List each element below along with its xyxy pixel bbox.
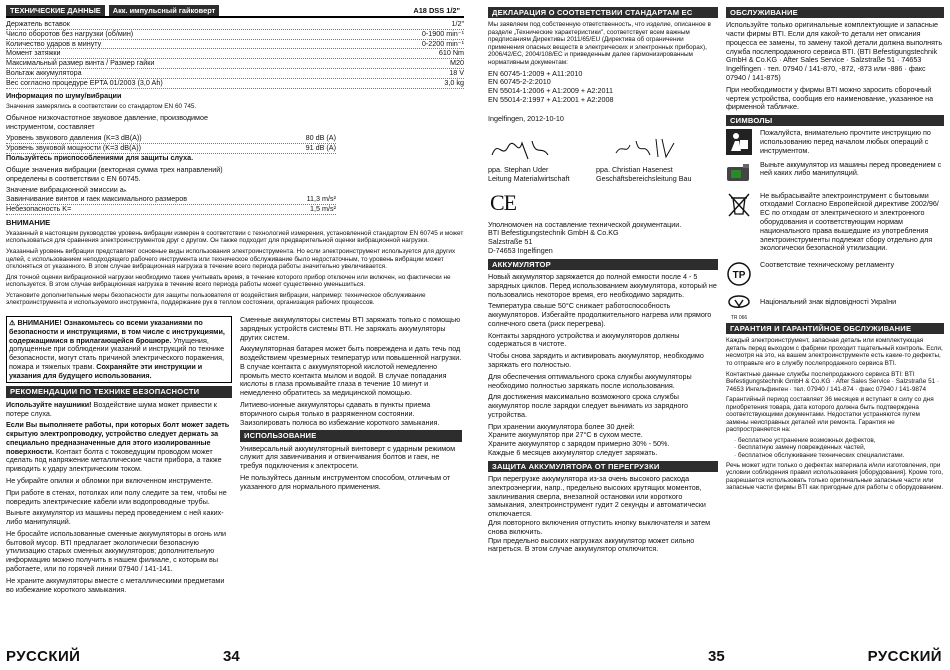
battery-note: Литиево-ионные аккумуляторы сдавать в пункты приема вторичного сырья только в разряженном состоянии. Заизолировать полюса во избежание короткого замыкания.	[240, 400, 440, 427]
spec-value: 18 V	[449, 67, 464, 77]
left-page-col2	[240, 316, 462, 495]
warning-bold: ВНИМАНИЕ! Ознакомьтесь со всеми указаниями по безопасности и инструкциями, в том числе с инструкциями, содержащимися в прилагающейся брошюре.	[9, 318, 225, 345]
vibration-row	[6, 205, 336, 215]
warranty-list-item: · бесплатную замену поврежденных частей,	[734, 444, 944, 452]
spec-value: 11,3 m/s²	[306, 194, 336, 204]
noise-title: Информация по шуму/вибрации	[6, 90, 122, 100]
attention-para: Указанный в настоящем руководстве уровень вибрации измерен в соответствии с технологией измерения, установленной стандартом EN 60745 и может использоваться для сравнения электроинструментов друг с другом. Он также подходит для предварительной оценки вибрационной нагрузки.	[6, 229, 464, 245]
ce-mark: CE	[490, 189, 517, 215]
page-number-left: 34	[223, 647, 240, 665]
warning-icon: ⚠	[9, 318, 18, 327]
warranty-list	[726, 437, 944, 460]
declaration-norms	[488, 70, 718, 105]
right-page-col2	[726, 5, 944, 495]
tr-label: TR 066	[730, 314, 748, 321]
right-page-col1	[488, 5, 718, 557]
safety-p1-rest: Воздействие шума может привести к потере слуха.	[6, 399, 217, 418]
battery-para: Температура свыше 50°C снижает работоспособность аккумуляторов. Избегайте продолжительного нагрева или прямого солнечного света (риск перегрева).	[488, 301, 712, 328]
warranty-list-item: · бесплатное обслуживание технических специалистами.	[734, 452, 944, 460]
usage-title: ИСПОЛЬЗОВАНИЕ	[240, 430, 462, 441]
spec-label: Количество ударов в минуту	[6, 38, 102, 48]
spec-label: Число оборотов без нагрузки (об/мин)	[6, 28, 134, 38]
symbol-text-conformity: Соответствие техническому регламенту	[760, 260, 895, 270]
safety-p2-bold: Если Вы выполняете работы, при которых болт может задеть скрытую электропроводку, устройство следует держать за специально предназначенные для этого изолированные поверхности.	[6, 420, 230, 456]
attention-para: Указанный уровень вибрации представляет основные виды использования электроинструмента. Но если электроинструмент используется для других целей, с использованием неподходящего рабочего инструмента или техническое обслуживание было недостаточным, то уровень вибрации может отклоняться от указанного. В этом случае вибрационная нагрузка в течение всего периода работы значительно увеличивается.	[6, 247, 456, 271]
sig2-name: ppa. Christian Hasenest	[596, 165, 673, 175]
norm-item: EN 60745-1:2009 + A11:2010	[488, 68, 583, 78]
spec-label: Завинчивание винтов и гаек максимального размеров	[6, 194, 188, 204]
safety-para: Не убирайте опилки и обломки при включенном инструменте.	[6, 475, 214, 485]
spec-label: Вольтаж аккумулятора	[6, 67, 82, 77]
safety-title: РЕКОМЕНДАЦИИ ПО ТЕХНИКЕ БЕЗОПАСНОСТИ	[6, 386, 232, 397]
spec-header-title: ТЕХНИЧЕСКИЕ ДАННЫЕ	[6, 5, 105, 16]
auth-city: D-74653 Ingelfingen	[488, 245, 553, 255]
battery-para: Для достижения максимально возможного срока службы аккумулятор после зарядки следует вынимать из зарядного устройства.	[488, 392, 688, 419]
signature-2-image	[596, 135, 686, 163]
symbol-row-battery	[726, 161, 944, 187]
warranty-paras	[726, 337, 944, 434]
warranty-para: Контактные данные службы послепродажного сервиса BTI: BTI Befestigungstechnik GmbH & Co.KG · After Sales Service · Salzstraße 51 · 74653 Ингельфинген · тел. 07940 / 141-874 · факс 07940 / 141-9874	[726, 370, 940, 393]
vibration-label: Значение вибрационной эмиссии aₕ	[6, 185, 127, 195]
symbol-row-ukraine	[726, 292, 944, 321]
noise-table	[6, 134, 336, 154]
safety-paras	[6, 477, 232, 594]
signature-2	[596, 135, 718, 183]
declaration-title: ДЕКЛАРАЦИЯ О СООТВЕТСТВИИ СТАНДАРТАМ ЕС	[488, 7, 718, 18]
spec-label: Уровень звукового давления (K=3 dB(A))	[6, 133, 142, 143]
page-number-right: 35	[708, 647, 725, 665]
signature-1	[488, 135, 596, 183]
usage-para: Универсальный аккумуляторный винтоверт с ударным режимом служит для завинчивания и отвинчивания болтов и гаек, не требуя подключения к электросети.	[240, 443, 456, 471]
symbol-row-conformity	[726, 261, 944, 287]
service-text: Используйте только оригинальные комплектующие и запасные части фирмы BTI. Если для какой-то детали нет описания процесса ее замены, то замену такой детали должна выполнять служба послепродажного сервиса BTI. (BTI Befestigungstechnik GmbH & Co.KG · After Sales Service · Salzstraße 51 · 74653 Ingelfingen · тел. 07940 / 141-870, -872, -873 или -886 · факс 07940 / 141-875)	[726, 20, 943, 82]
safety-para: При работе в стенах, потолках или полу следите за тем, чтобы не повредить электрические кабели или водопроводные трубы.	[6, 487, 227, 506]
overload-text: При перегрузке аккумулятора из-за очень высокого расхода электроэнергии, напр., предельно высоких крутящих моментов, заклинивания сверла, внезапной остановки или короткого замыкания, электроинструмент гудит 2 секунды и автоматически отключается. Для повторного включения отпустить кнопку выключателя и затем снова включить. При предельно высоких нагрузках аккумулятор может сильно нагреться. В этом случае аккумулятор отключится.	[488, 474, 711, 554]
spec-label: Максимальный размер винта / Размер гайки	[6, 58, 155, 68]
left-page-top	[6, 5, 464, 310]
spec-table	[6, 20, 464, 88]
read-manual-icon	[726, 129, 752, 155]
svg-text:ТР: ТР	[732, 270, 746, 282]
vibration-intro: Общие значения вибрации (векторная сумма трех направлений) определены в соответствии с EN 60745.	[6, 164, 223, 183]
battery-paras	[488, 273, 718, 458]
weee-bin-icon	[726, 192, 752, 218]
vibration-table	[6, 195, 336, 215]
safety-p1-bold: Используйте наушники!	[6, 399, 92, 409]
norm-item: EN 55014-1:2006 + A1:2009 + A2:2011	[488, 86, 613, 96]
symbol-text-ukraine: Національний знак відповідності України	[760, 297, 897, 307]
spec-label: Вес согласно процедуре EPTA 01/2003 (3,0 Ah)	[6, 77, 163, 87]
symbols-title: СИМВОЛЫ	[726, 115, 944, 126]
auth-label: Уполномочен на составление технической документации.	[488, 219, 682, 229]
spec-value: 610 Nm	[438, 48, 464, 58]
attention-title: ВНИМАНИЕ	[6, 217, 51, 227]
spec-value: 91 dB (A)	[305, 143, 336, 153]
spec-value: 3,0 kg	[444, 77, 464, 87]
safety-para: Выньте аккумулятор из машины перед проведением с ней каких-либо манипуляций.	[6, 508, 224, 527]
spec-value: 1/2"	[451, 19, 464, 29]
symbol-row-weee	[726, 192, 944, 253]
battery-note: Аккумуляторная батарея может быть повреждена и дать течь под воздействием чрезмерных температур или повышенной нагрузки. В случае контакта с аккумуляторной кислотой немедленно промыть место контакта мылом и водой. В случае попадания кислоты в глаза промывайте глаза в течение 10 минут и немедленно обратитесь за медицинской помощью.	[240, 344, 462, 398]
declaration-text: Мы заявляем под собственную ответственность, что изделие, описанное в разделе „Технические характеристики", соответствует всем важным предписаниям Директивы 2011/65/EU (Директива об ограничении применения опасных веществ в электрических и электронных приборах), 2006/42/EC, 2004/108/EC и приведенным далее гармонизированным нормативным документам:	[488, 21, 711, 66]
auth-company: BTI Befestigungstechnik GmbH & Co.KG	[488, 228, 619, 238]
spec-value: M20	[450, 58, 464, 68]
sig2-role: Geschäftsbereichsleitung Bau	[596, 174, 692, 183]
norm-item: EN 60745-2-2:2010	[488, 77, 551, 87]
spec-value: 0-2200 min⁻¹	[421, 38, 464, 48]
battery-para: Контакты зарядного устройства и аккумуляторов должны содержаться в чистоте.	[488, 330, 680, 349]
battery-para: При хранении аккумулятора более 30 дней: Храните аккумулятор при 27°C в сухом месте. Храните аккумулятор с зарядом примерно 30% - 50%. Каждые 6 месяцев аккумулятор следует заряжать.	[488, 421, 670, 458]
spec-header-product: Акк. импульсный гайковерт	[109, 5, 220, 16]
sig1-name: ppa. Stephan Uder	[488, 165, 549, 175]
symbol-text-manual: Пожалуйста, внимательно прочтите инструкцию по использованию перед началом любых операций с инструментом.	[760, 128, 931, 155]
spec-value: 1,5 m/s²	[310, 203, 336, 213]
battery-note: Сменные аккумуляторы системы BTI заряжать только с помощью зарядных устройств системы BTI. Не заряжать аккумуляторы других систем.	[240, 316, 461, 342]
battery-para: Новый аккумулятор заряжается до полной емкости после 4 - 5 зарядных циклов. Перед использованием аккумулятора, который не пользовались некоторое время, его необходимо зарядить.	[488, 271, 717, 299]
spec-label: Уровень звуковой мощности (K=3 dB(A))	[6, 143, 142, 153]
overload-title: ЗАЩИТА АККУМУЛЯТОРА ОТ ПЕРЕГРУЗКИ	[488, 461, 718, 472]
warning-rest: Упущения, допущенные при соблюдении указаний и инструкций по технике безопасности, могут стать причиной электрического поражения, пожара и тяжелых травм.	[9, 335, 225, 371]
attention-para: Для точной оценки вибрационной нагрузки необходимо также учитывать время, в течение которого прибор отключен или включен, но фактически не используется. В этом случае вибрационная нагрузка в течение всего периода работы может существенно уменьшиться.	[6, 273, 451, 289]
symbol-text-weee: Не выбрасывайте электроинструмент с бытовыми отходами! Согласно Европейской директиве 2002/96/ЕС по отходам от электрического и электронного оборудования и соответствующим нормам национального права вышедшие из употребления электроинструменты подлежат сбору отдельно для экологически безопасной утилизации.	[760, 190, 939, 253]
conformity-mark-icon	[726, 261, 752, 287]
attention-para: Установите дополнительные меры безопасности для защиты пользователя от воздействия вибрации, например: техническое обслуживание электроинструмента и используемого инструмента, поддержание рук в теплом состоянии, организация рабочих процессов.	[6, 291, 426, 307]
noise-note: Значения замерялись в соответствии со стандартом EN 60 745.	[6, 103, 197, 111]
spec-header	[6, 5, 464, 18]
attention-paras	[6, 230, 464, 307]
spec-row	[6, 79, 464, 89]
left-page-col1	[6, 316, 232, 597]
warranty-tail: Речь может идти только о дефектах материала и/или изготовления, при условии соблюдения правил использования [оборудования]. Кроме того, разрешается использовать только оригинальные запасные части или запасные части фирмы BTI как пригодные для работы с оборудованием.	[726, 461, 944, 492]
declaration-place: Ingelfingen, 2012-10-10	[488, 113, 564, 123]
noise-protect: Пользуйтесь приспособлениями для защиты слуха.	[6, 152, 194, 162]
warranty-para: Гарантийный период составляет 36 месяцев и вступает в силу со дня приобретения товара, дата которого должна быть подтверждена соответствующими документами. Недостатки устраняются путем замены неисправных деталей или ремонта. Гарантия не распространяется на:	[726, 396, 934, 434]
service-title: ОБСЛУЖИВАНИЕ	[726, 7, 944, 18]
battery-title: АККУМУЛЯТОР	[488, 259, 718, 270]
safety-p2-rest: Контакт болта с токоведущим проводом может сделать под напряжение металлические части прибора, а также приводить к удару электрическим током.	[6, 446, 222, 474]
battery-para: Чтобы снова зарядить и активировать аккумулятор, необходимо заряжать его полностью.	[488, 351, 704, 370]
spec-label: Небезопасность K=	[6, 203, 72, 213]
usage-paras	[240, 445, 462, 492]
signature-1-image	[488, 135, 568, 163]
footer-lang-left: РУССКИЙ	[6, 647, 81, 665]
sig1-role: Leitung Materialwirtschaft	[488, 174, 570, 183]
safety-para: Не бросайте использованные сменные аккумуляторы в огонь или бытовой мусор. BTI предлагает экологически безопасную утилизацию старых сменных аккумуляторов; дополнительную информацию можно получить в нашем филиале, с которым вы работаете, или по горячей линии 07940 / 141-141.	[6, 528, 227, 573]
warning-tail: Сохраняйте эти инструкции и указания для будущего использования.	[9, 361, 203, 380]
spec-row	[6, 40, 464, 50]
norm-item: EN 55014-2:1997 + A1:2001 + A2:2008	[488, 94, 614, 104]
spec-header-model: A18 DSS 1/2"	[413, 6, 460, 15]
signatures	[488, 135, 718, 183]
symbol-text-battery: Выньте аккумулятор из машины перед проведением с ней каких либо манипуляций.	[760, 159, 942, 178]
safety-para: Не храните аккумуляторы вместе с металлическими предметами во избежание короткого замыкания.	[6, 575, 225, 594]
battery-notes	[240, 316, 462, 427]
noise-intro: Обычное низкочастотное звуковое давление, производимое инструментом, составляет	[6, 112, 208, 131]
spec-label: Момент затяжки	[6, 48, 61, 58]
spec-value: 80 dB (A)	[305, 133, 336, 143]
ukraine-mark	[726, 292, 752, 321]
warranty-para: Каждый электроинструмент, запасная деталь или комплектующая деталь перед выходом с фабрики проходит тщательный контроль. Если, несмотря на это, на вашем электроинструменте есть какие-то дефекты, то отправьте его в службу послепродажного сервиса BTI.	[726, 337, 943, 368]
auth-street: Salzstraße 51	[488, 237, 533, 247]
symbol-row-manual	[726, 129, 944, 155]
safety-warning	[6, 316, 232, 383]
warranty-title: ГАРАНТИЯ И ГАРАНТИЙНОЕ ОБСЛУЖИВАНИЕ	[726, 323, 944, 334]
usage-para: Не пользуйтесь данным инструментом способом, отличным от указанного для нормального применения.	[240, 472, 451, 491]
spec-value: 0-1900 min⁻¹	[421, 28, 464, 38]
battery-para: Для обеспечения оптимального срока службы аккумуляторы необходимо полностью заряжать после использования.	[488, 371, 692, 390]
ukraine-mark-icon	[726, 292, 752, 312]
spec-label: Держатель вставок	[6, 19, 70, 29]
warranty-list-item: · бесплатное устранение возможных дефектов,	[734, 437, 944, 445]
footer-lang-right: РУССКИЙ	[867, 647, 942, 665]
service-text-2: При необходимости у фирмы BTI можно заросить сборочный чертеж устройства, сообщив его наименование, указанное на фирменной табличке.	[726, 84, 934, 112]
remove-battery-icon	[726, 161, 752, 187]
